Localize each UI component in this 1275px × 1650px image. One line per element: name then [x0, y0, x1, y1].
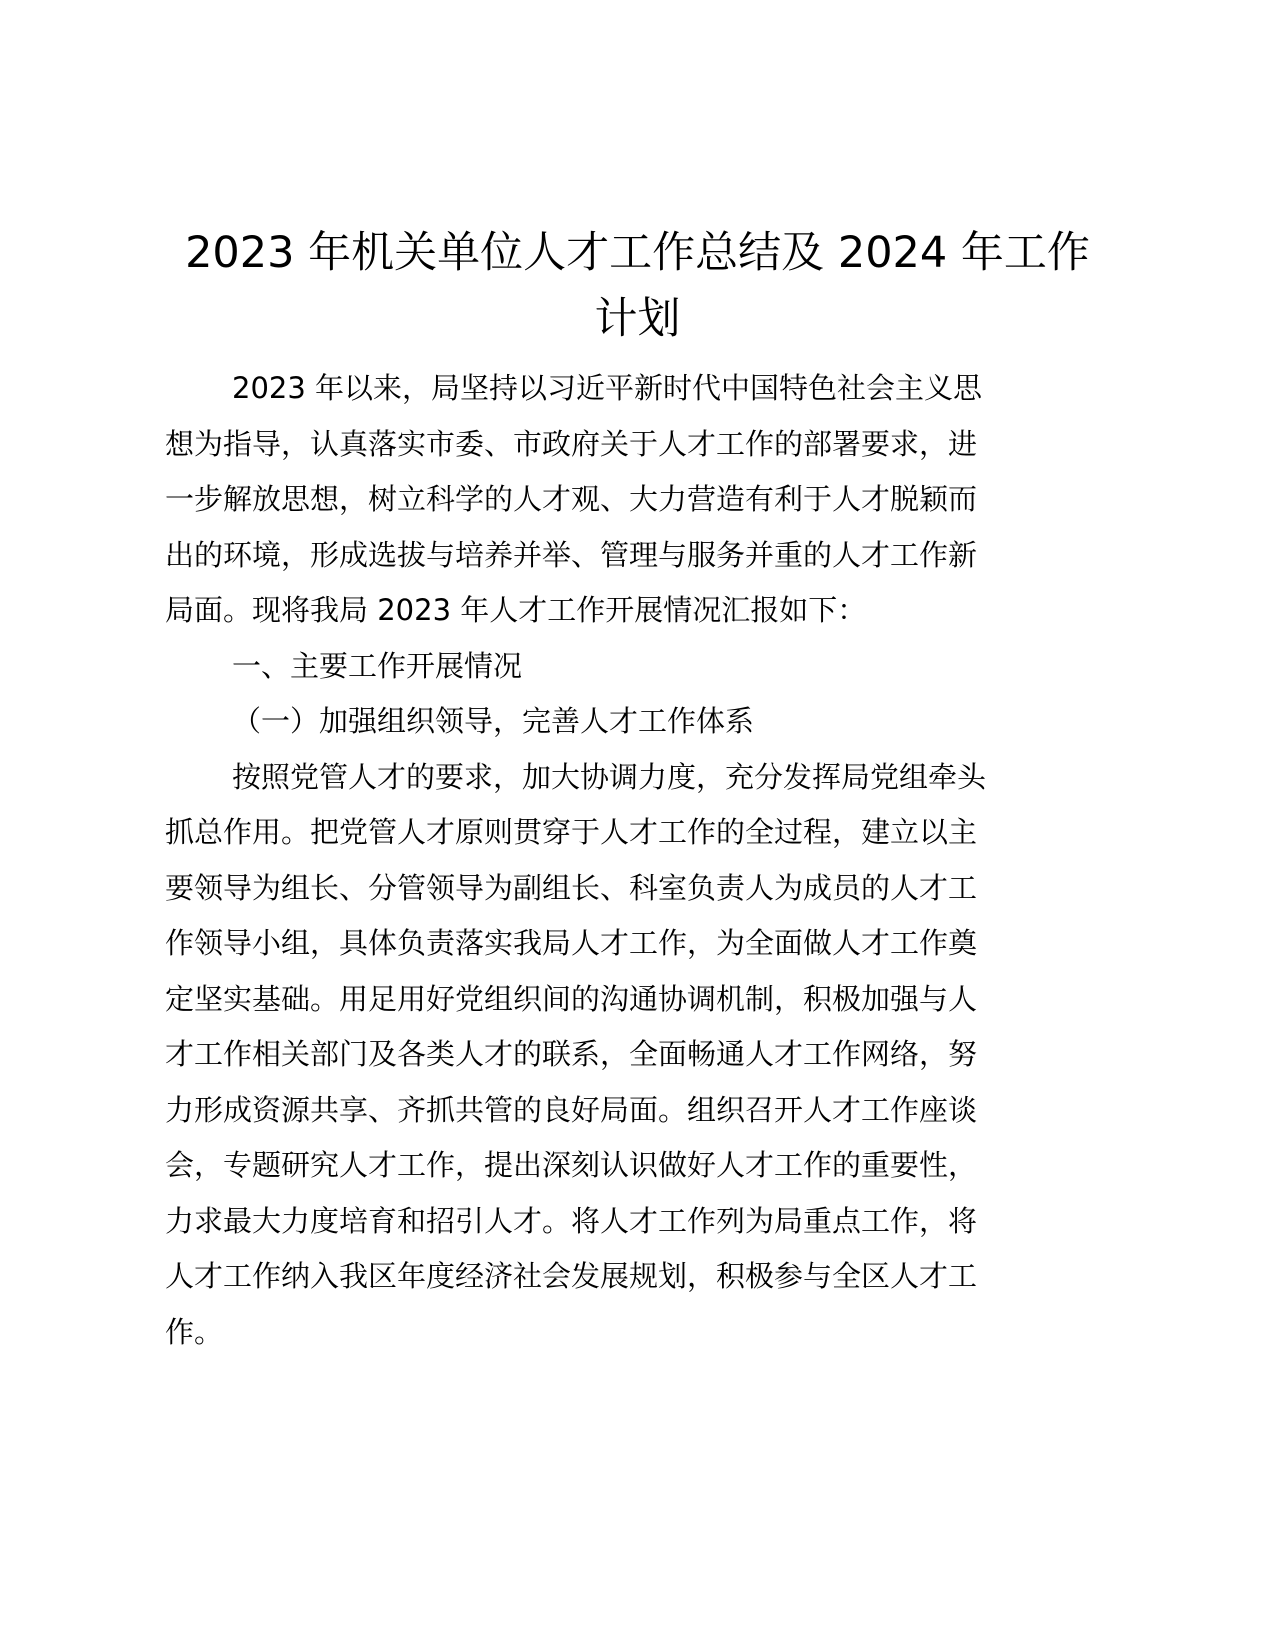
body-paragraph-line: 人才工作纳入我区年度经济社会发展规划，积极参与全区人才工	[165, 1259, 978, 1293]
intro-paragraph-line: 想为指导，认真落实市委、市政府关于人才工作的部署要求，进	[165, 427, 978, 461]
body-paragraph-line: 力形成资源共享、齐抓共管的良好局面。组织召开人才工作座谈	[165, 1093, 978, 1127]
section-heading: 一、主要工作开展情况	[232, 649, 523, 683]
body-paragraph-line: 才工作相关部门及各类人才的联系，全面畅通人才工作网络，努	[165, 1037, 978, 1071]
intro-paragraph-line: 一步解放思想，树立科学的人才观、大力营造有利于人才脱颖而	[165, 482, 978, 516]
body-paragraph-line: 作领导小组，具体负责落实我局人才工作，为全面做人才工作奠	[165, 926, 978, 960]
body-paragraph-line: 力求最大力度培育和招引人才。将人才工作列为局重点工作，将	[165, 1204, 978, 1238]
document-title-line-1: 2023 年机关单位人才工作总结及 2024 年工作	[185, 228, 1090, 278]
intro-paragraph-line: 局面。现将我局 2023 年人才工作开展情况汇报如下：	[165, 593, 867, 627]
intro-paragraph-line: 2023 年以来，局坚持以习近平新时代中国特色社会主义思	[232, 371, 983, 405]
body-paragraph-line: 定坚实基础。用足用好党组织间的沟通协调机制，积极加强与人	[165, 982, 978, 1016]
subsection-heading: （一）加强组织领导，完善人才工作体系	[232, 704, 755, 738]
document-title-line-2: 计划	[594, 294, 681, 344]
body-paragraph-line: 作。	[165, 1315, 224, 1349]
intro-paragraph-line: 出的环境，形成选拔与培养并举、管理与服务并重的人才工作新	[165, 538, 978, 572]
body-paragraph-line: 要领导为组长、分管领导为副组长、科室负责人为成员的人才工	[165, 871, 978, 905]
body-paragraph-line: 会，专题研究人才工作，提出深刻认识做好人才工作的重要性，	[165, 1148, 978, 1182]
body-paragraph-line: 按照党管人才的要求，加大协调力度，充分发挥局党组牵头	[232, 760, 987, 794]
body-paragraph-line: 抓总作用。把党管人才原则贯穿于人才工作的全过程，建立以主	[165, 815, 978, 849]
